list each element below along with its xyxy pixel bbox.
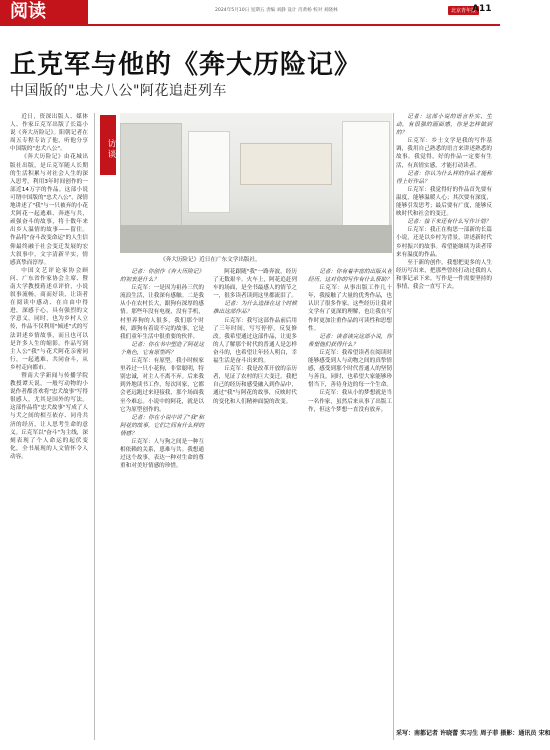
article-column-2	[120, 268, 204, 740]
photo-floor	[120, 225, 392, 253]
answer-paragraph: 丘克军：我是改革开放的亲历者，见证了农村的巨大变迁。我把自己的经历和感受融入到作品中，通过"我"与阿花的故事，反映时代的变化和人们精神面貌的改变。	[213, 366, 297, 405]
question-paragraph: 记者：你创作《奔大历险记》的初衷是什么？	[120, 269, 204, 284]
body-paragraph: 中国文艺评论家协会顾问、广东省作家协会主席、暨南大学教授蒋述卓评价，小说叙事流畅，商而好读，让读者在阅读中感动、在自由中得进，深感于心，具有强烈的文学意义，同时，也为乡村人立传，作品不仅利用"倾述"式的写法讲述乡情故事，而且也可以是许多人生的缩影。作品写到主人公"我"与花犬阿花亲密同行，一起逃难、共同奋斗，从乡村走向都市。	[10, 267, 88, 371]
article-column-4	[308, 268, 392, 740]
section-tag: 阅读	[0, 0, 88, 24]
photo-title-board	[240, 143, 332, 185]
answer-paragraph: 丘克军：一是因为祖孙三代的流浪生活，让我深有感触。二是我从小在农村长大，跟狗有深厚的感情。那些年没有电视，没有手机，村里养狗的人很多，我们那个时候，跟狗有着说不完的故事，它是我们童年生活中很重要的伙伴。	[120, 285, 204, 340]
answer-paragraph: 丘克军：我写这部作品前后用了三年时间，写写停停，反复修改。我希望通过这部作品，让更多的人了解那个时代的普通人是怎样奋斗的，也希望让年轻人明白，幸福生活是奋斗出来的。	[213, 317, 297, 365]
column-divider	[393, 113, 394, 740]
subheadline: 中国版的"忠犬八公"阿花追赶列车	[10, 83, 227, 99]
reporter-tag: 访谈	[100, 115, 116, 175]
article-credits: 采写：南都记者 许晓蕾 实习生 周子菲 摄影：通讯员 宋和	[396, 730, 550, 737]
photo-panel	[188, 131, 230, 213]
answer-paragraph: 丘克军：我希望读者在阅读时能够感受到人与动物之间的真挚情感，感受到那个时代普通人的坚韧与善良。同时，也希望大家能够珍惜当下，善待身边的每一个生命。	[308, 349, 392, 389]
photo-caption: 《奔大历险记》近日在广东文学出版社。	[160, 257, 261, 263]
answer-paragraph: 阿花跟随"我"一路奔波，经历了无数艰辛。火车上，阿花追赶列车的场面，是全书最感人的情节之一，很多读者读到这里都流泪了。	[213, 269, 297, 300]
exhibit-photo	[120, 113, 392, 253]
answer-paragraph: 丘克军：我正在构思一部新的长篇小说，还是以乡村为背景，讲述新时代乡村振兴的故事。希望能继续为读者带来有温度的作品。	[396, 227, 492, 258]
question-paragraph: 记者：读者读完这部小说，你希望他们获得什么？	[308, 333, 392, 348]
answer-paragraph: 丘克军：乡土文学是我的写作基调，我用自己熟悉的语言来讲述熟悉的故事。我觉得，好的作品一定要有生活，有真情实感，才能打动读者。	[396, 138, 492, 169]
article-column-5	[396, 113, 492, 740]
answer-paragraph: 至于新的创作，我想把更多的人生经历写出来，把那些曾经打动过我的人和事记录下来。写作是一件需要坚持的事情，我会一直写下去。	[396, 259, 492, 290]
answer-paragraph: 丘克军：我觉得好的作品首先要有温度，能够温暖人心；其次要有深度，能够引发思考；最后要有广度，能够反映时代和社会的变迁。	[396, 186, 492, 218]
question-paragraph: 记者：你有着丰富的出版从业经历，这对你的写作有什么帮助？	[308, 269, 392, 284]
article-column-3	[213, 268, 297, 740]
photo-shelf	[120, 123, 182, 235]
page-banner	[0, 0, 500, 24]
answer-paragraph: 丘克军：有原型。我小时候家里养过一只小花狗，非常聪明，特别忠诚，对主人不离不弃。后来我到外地读书工作，每次回家，它都会老远跑过来迎接我，那个场面我至今难忘。小说中的阿花，就是以它为原型创作的。	[120, 358, 204, 413]
masthead-pill: 北京青年报	[448, 6, 479, 15]
headline: 丘克军与他的《奔大历险记》	[10, 50, 362, 80]
article-column-1	[10, 113, 88, 740]
photo-panel	[342, 121, 390, 228]
question-paragraph: 记者：接下来还有什么写作计划？	[407, 219, 492, 226]
body-paragraph: 近日，资深出版人、媒体人、作家丘克军出版了长篇小说《奔大历险记》。阳朝记者在周五专程专访了他，听他分享中国版的"忠犬八公"。	[10, 114, 88, 153]
question-paragraph: 记者：这部小说的语言朴实、生动，有很强的画面感，你是怎样做到的？	[396, 114, 492, 137]
answer-paragraph: 丘克军：人与狗之间是一种互相依赖的关系，患难与共。我想通过这个故事，表达一种对生命的尊重和对美好情感的珍惜。	[120, 438, 204, 470]
page-meta: 2024年5月10日 星期五 责编 刘静 设计 肖黄杨 校对 刘晓林	[215, 8, 338, 13]
header-rule	[0, 24, 500, 26]
page-number: A11	[472, 4, 492, 14]
question-paragraph: 记者：你在小说中讲了"我"和阿花的故事，它们之间有什么样的情感？	[120, 414, 204, 437]
answer-paragraph: 丘克军：从事出版工作几十年，我接触了大量的优秀作品，也认识了很多作家。这些经历让我对文学有了更深的理解，也让我在写作时更加注重作品的可读性和思想性。	[308, 285, 392, 332]
answer-paragraph: 丘克军：我从小的梦想就是当一名作家，虽然后来从事了出版工作，但这个梦想一直没有放弃。	[308, 390, 392, 413]
question-paragraph: 记者：为什么选择在这个时候推出这部作品？	[213, 301, 297, 316]
body-paragraph: 暨南大学新闻与传播学院教授谭天说，一般写动物的小说作者都喜欢将"忠犬故事"写得很感人，尤其是国外的写法。这部作品将"忠犬故事"写成了人与犬之间的相互依存、同舟共济的经历，让人思考生命的意义。丘克军以"奋斗"为主线，深刻表现了个人命运的起伏变化，全书展现的人文情怀令人动容。	[10, 373, 88, 460]
column-divider	[94, 113, 95, 740]
body-paragraph: 《奔大历险记》由花城出版社出版，是丘克军随人长期的生活积累与对社会人生的深入思考，利用3年时间创作的一部近14万字的作品。这部小说可谓中国版的"忠犬八公"，深情地讲述了"我"与一只被弃的小花犬阿花一起逃难、奔逐与共，顽强奋斗的故事，将十数年来出乡人温情的故事——留住。作品将"奋斗改变命运"的人生信仰最终融于社会变迁发展的宏大叙事中，文字清新平实，情感真挚而淳厚。	[10, 154, 88, 266]
question-paragraph: 记者：你认为什么样的作品才能称得上好作品？	[396, 170, 492, 185]
question-paragraph: 记者：你在书中塑造了阿花这个角色，它有原型吗？	[120, 341, 204, 356]
